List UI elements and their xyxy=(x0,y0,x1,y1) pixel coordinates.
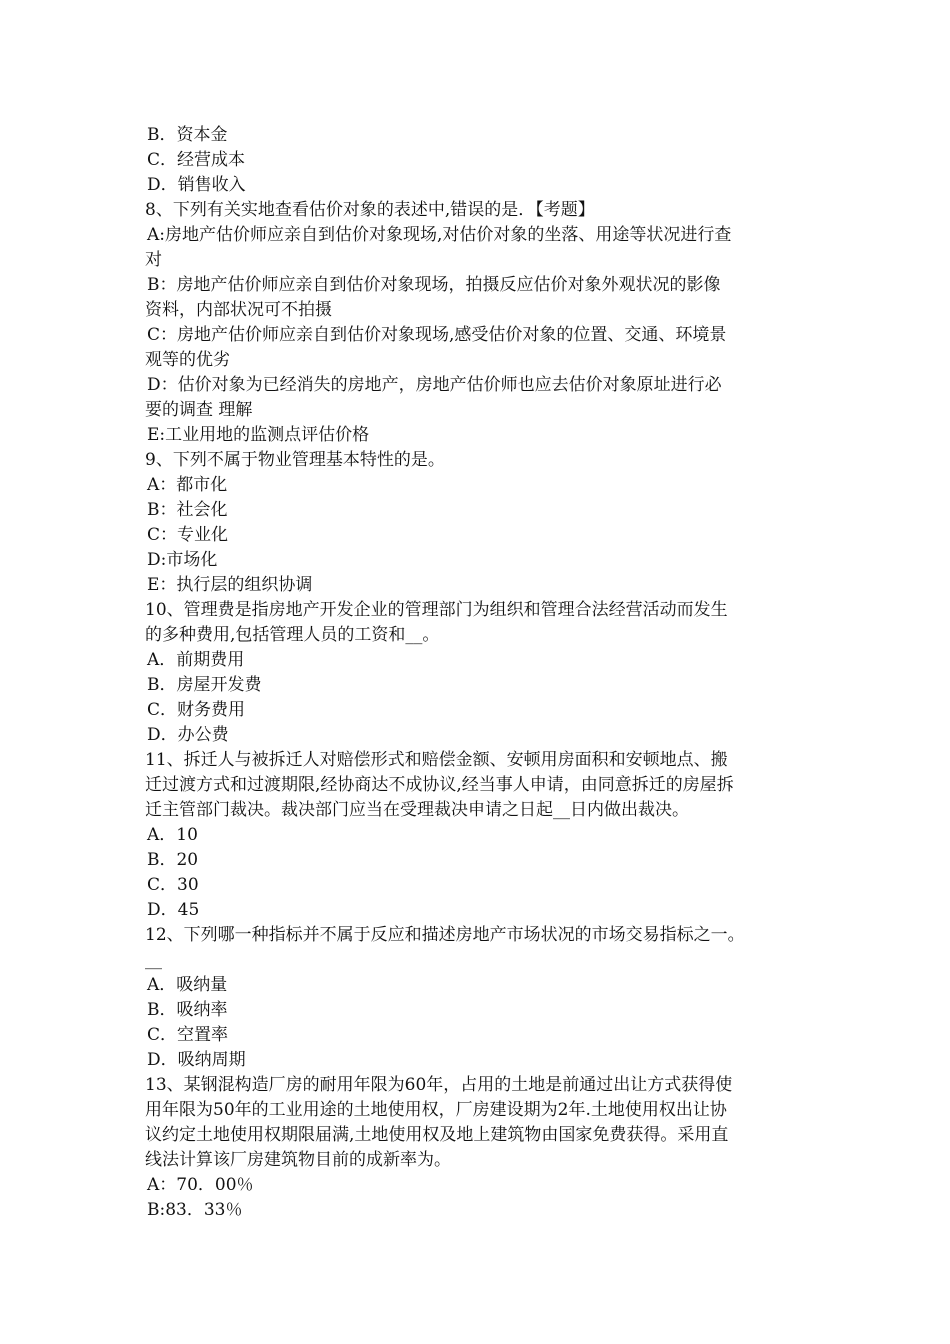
option-line: B：房地产估价师应亲自到估价对象现场，拍摄反应估价对象外观状况的影像 xyxy=(147,275,721,295)
question-line: 9、下列不属于物业管理基本特性的是。 xyxy=(145,450,445,470)
option-line: C．财务费用 xyxy=(147,700,246,720)
option-line: C．30 xyxy=(147,875,199,895)
option-line: C．空置率 xyxy=(147,1025,229,1045)
continuation-line: 要的调查 理解 xyxy=(145,400,253,420)
option-line: C：专业化 xyxy=(147,525,229,545)
continuation-line: 迁主管部门裁决。裁决部门应当在受理裁决申请之日起__日内做出裁决。 xyxy=(145,800,689,820)
option-line: B．20 xyxy=(147,850,199,870)
continuation-line: __ xyxy=(145,950,162,970)
option-line: E:工业用地的监测点评估价格 xyxy=(147,425,370,445)
option-line: D．办公费 xyxy=(147,725,229,745)
option-line: A．10 xyxy=(147,825,198,845)
option-line: D．45 xyxy=(147,900,200,920)
option-line: D：估价对象为已经消失的房地产，房地产估价师也应去估价对象原址进行必 xyxy=(147,375,722,395)
continuation-line: 观等的优劣 xyxy=(145,350,230,370)
option-line: C．经营成本 xyxy=(147,150,246,170)
continuation-line: 的多种费用,包括管理人员的工资和__。 xyxy=(145,625,440,645)
option-line: B:83．33％ xyxy=(147,1200,243,1220)
question-line: 13、某钢混构造厂房的耐用年限为60年，占用的土地是前通过出让方式获得使 xyxy=(145,1075,733,1095)
option-line: B．房屋开发费 xyxy=(147,675,262,695)
question-line: 10、管理费是指房地产开发企业的管理部门为组织和管理合法经营活动而发生 xyxy=(145,600,728,620)
continuation-line: 线法计算该厂房建筑物目前的成新率为。 xyxy=(145,1150,451,1170)
option-line: B．吸纳率 xyxy=(147,1000,228,1020)
option-line: C：房地产估价师应亲自到估价对象现场,感受估价对象的位置、交通、环境景 xyxy=(147,325,727,345)
option-line: A：70．00％ xyxy=(147,1175,254,1195)
option-line: A:房地产估价师应亲自到估价对象现场,对估价对象的坐落、用途等状况进行查 xyxy=(147,225,732,245)
option-line: B．资本金 xyxy=(147,125,228,145)
continuation-line: 议约定土地使用权期限届满,土地使用权及地上建筑物由国家免费获得。采用直 xyxy=(145,1125,729,1145)
continuation-line: 用年限为50年的工业用途的土地使用权，厂房建设期为2年.土地使用权出让协 xyxy=(145,1100,727,1120)
continuation-line: 对 xyxy=(145,250,162,270)
option-line: D:市场化 xyxy=(147,550,218,570)
continuation-line: 资料，内部状况可不拍摄 xyxy=(145,300,332,320)
option-line: D．吸纳周期 xyxy=(147,1050,246,1070)
question-line: 8、下列有关实地查看估价对象的表述中,错误的是．【考题】 xyxy=(145,200,595,220)
question-line: 12、下列哪一种指标并不属于反应和描述房地产市场状况的市场交易指标之一。 xyxy=(145,925,745,945)
option-line: A：都市化 xyxy=(147,475,228,495)
option-line: A．吸纳量 xyxy=(147,975,228,995)
option-line: B：社会化 xyxy=(147,500,228,520)
option-line: D．销售收入 xyxy=(147,175,246,195)
question-line: 11、拆迁人与被拆迁人对赔偿形式和赔偿金额、安顿用房面积和安顿地点、搬 xyxy=(145,750,728,770)
document-page xyxy=(145,123,825,1223)
continuation-line: 迁过渡方式和过渡期限,经协商达不成协议,经当事人申请，由同意拆迁的房屋拆 xyxy=(145,775,734,795)
option-line: A．前期费用 xyxy=(147,650,245,670)
option-line: E：执行层的组织协调 xyxy=(147,575,313,595)
